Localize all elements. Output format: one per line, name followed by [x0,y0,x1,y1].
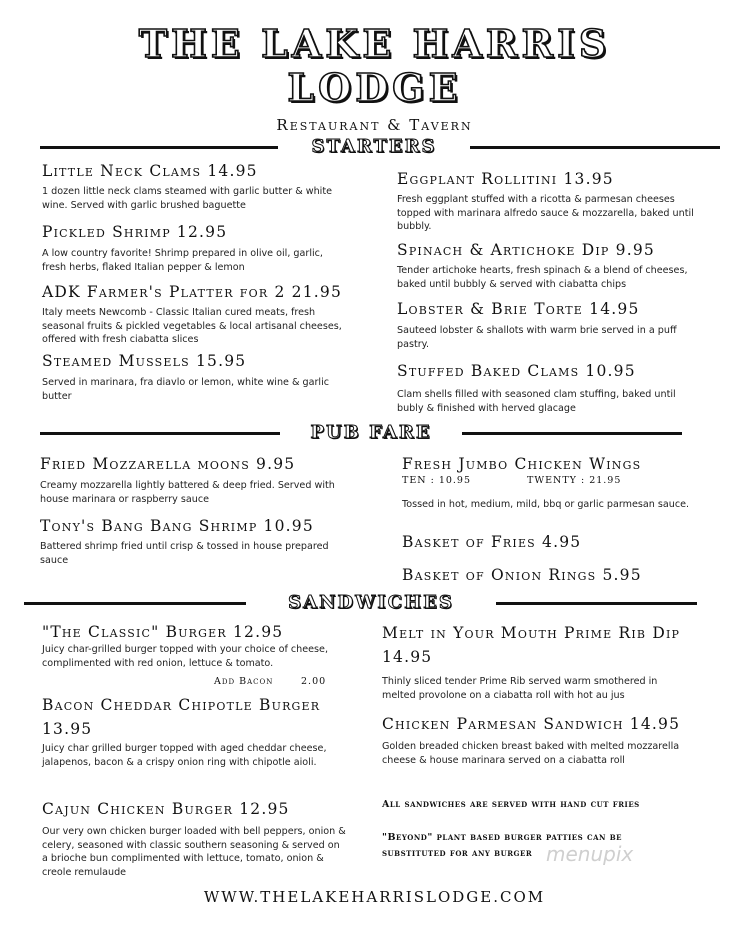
sandwich-note-beyond: "Beyond" plant based burger patties can be substituted for any burger [382,832,622,859]
menu-item-price: 14.95 [382,648,433,666]
restaurant-subtitle: Restaurant & Tavern [276,116,473,134]
pub-fare-heading: PUB FARE [280,422,462,443]
menu-item-name: Little Neck Clams 14.95 [42,162,258,180]
starters-heading: STARTERS [278,136,470,157]
website-url[interactable]: WWW.THELAKEHARRISLODGE.COM [203,888,546,906]
sandwiches-heading: SANDWICHES [246,592,496,613]
wings-ten-price: TEN : 10.95 [402,475,472,486]
menu-item-name: Basket of Onion Rings 5.95 [402,566,642,584]
menu-item-desc: Thinly sliced tender Prime Rib served warm smothered in melted provolone on a ciabatta roll with hot au jus [382,676,658,701]
menu-item-name: Pickled Shrimp 12.95 [42,223,228,241]
wings-twenty-price: TWENTY : 21.95 [527,475,622,486]
add-bacon-label: Add Bacon [214,676,274,687]
sandwich-note-fries: All sandwiches are served with hand cut fries [382,799,640,810]
menu-item-desc: Tender artichoke hearts, fresh spinach & a blend of cheeses, baked until bubbly & served with ciabatta chips [397,265,688,290]
menu-item-desc: Juicy char-grilled burger topped with your choice of cheese, complimented with red onion, lettuce & tomato. [42,644,329,669]
menu-item-name: "The Classic" Burger 12.95 [42,623,284,641]
add-bacon-price: 2.00 [301,676,327,687]
menu-item-name: Fresh Jumbo Chicken Wings [402,455,642,473]
menu-item-desc: Battered shrimp fried until crisp & tossed in house prepared sauce [40,541,329,566]
menu-item-desc: 1 dozen little neck clams steamed with garlic butter & white wine. Served with garlic brushed baguette [42,186,333,211]
menu-item-name: Chicken Parmesan Sandwich 14.95 [382,715,681,733]
menu-item-desc: Our very own chicken burger loaded with bell peppers, onion & celery, seasoned with classic southern seasoning & served on a brioche bun complimented with lettuce, tomato, onion & creole remulaude [42,826,346,878]
menu-item-desc: Fresh eggplant stuffed with a ricotta & parmesan cheeses topped with marinara alfredo sauce & mozzarella, baked until bubbly. [397,194,694,232]
menu-item-desc: Sauteed lobster & shallots with warm brie served in a puff pastry. [397,325,677,350]
restaurant-title-line1: THE LAKE HARRIS [138,21,611,66]
menu-item-desc: Italy meets Newcomb - Classic Italian cured meats, fresh seasonal fruits & pickled vegetables & local artisanal cheeses, offered with fresh ciabatta slices [42,307,342,345]
menu-item-name: Basket of Fries 4.95 [402,533,582,551]
menu-item-name: Cajun Chicken Burger 12.95 [42,800,290,818]
menu-item-desc: Juicy char grilled burger topped with aged cheddar cheese, jalapenos, bacon & a crispy onion ring with chipotle aioli. [42,743,327,768]
menu-item-desc: A low country favorite! Shrimp prepared in olive oil, garlic, fresh herbs, flaked Italian pepper & lemon [42,248,323,273]
menu-item-desc: Creamy mozzarella lightly battered & deep fried. Served with house marinara or raspberry sauce [40,480,335,505]
menu-item-name: Eggplant Rollitini 13.95 [397,170,614,188]
menu-item-name: Tony's Bang Bang Shrimp 10.95 [40,517,314,535]
menu-item-name: ADK Farmer's Platter for 2 21.95 [42,283,343,301]
menu-item-name: Lobster & Brie Torte 14.95 [397,300,640,318]
menu-item-desc: Served in marinara, fra diavlo or lemon, white wine & garlic butter [42,377,330,402]
menu-item-name: Bacon Cheddar Chipotle Burger [42,696,321,714]
menu-item-desc: Tossed in hot, medium, mild, bbq or garlic parmesan sauce. [402,499,690,510]
menu-item-name: Melt in Your Mouth Prime Rib Dip [382,624,681,642]
menu-item-desc: Golden breaded chicken breast baked with melted mozzarella cheese & house marinara served on a ciabatta roll [382,741,680,766]
menu-item-name: Fried Mozzarella moons 9.95 [40,455,296,473]
menu-item-price: 13.95 [42,720,93,738]
restaurant-title-line2: LODGE [287,65,462,110]
menu-item-name: Stuffed Baked Clams 10.95 [397,362,636,380]
menu-item-name: Steamed Mussels 15.95 [42,352,247,370]
menu-item-desc: Clam shells filled with seasoned clam stuffing, baked until bubly & finished with herved glacage [397,389,676,414]
menupix-watermark: menupix [546,842,634,866]
menu-item-name: Spinach & Artichoke Dip 9.95 [397,241,655,259]
